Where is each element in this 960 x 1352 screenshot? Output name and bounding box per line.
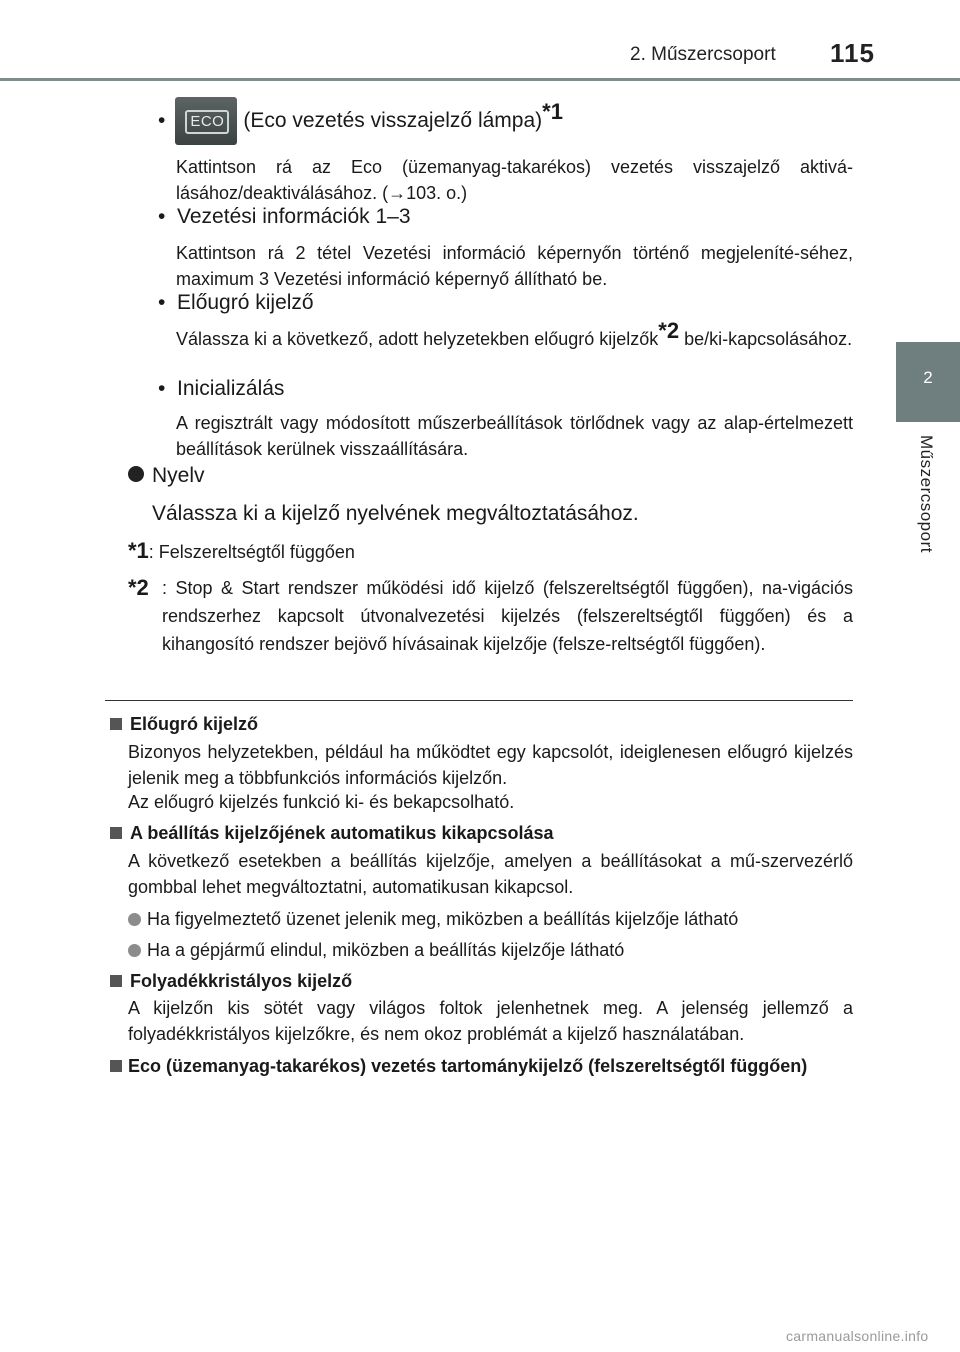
heading-text: Előugró kijelző <box>130 714 259 734</box>
footnote-mark: *1 <box>128 538 149 563</box>
footnote-ref: *2 <box>658 318 680 343</box>
popup-section-para2: Az előugró kijelzés funkció ki- és bekapcsolható. <box>128 792 515 812</box>
section-divider <box>105 700 853 701</box>
page-number: 115 <box>830 38 875 68</box>
item-drive-info <box>158 203 848 231</box>
bullet: • <box>158 205 166 228</box>
eco-range-heading <box>110 1053 853 1079</box>
drive-info-title: Vezetési információk 1–3 <box>177 205 411 228</box>
bullet: • <box>158 109 166 132</box>
watermark: carmanualsonline.info <box>786 1328 929 1344</box>
init-desc: A regisztrált vagy módosított műszerbeállítások törlődnek vagy az alap-értelmezett beállítások kerülnek visszaállítására. <box>176 413 853 459</box>
language-title: Nyelv <box>152 464 205 487</box>
chapter-tab-divider <box>893 342 895 422</box>
bullet-dot-icon <box>128 944 141 957</box>
auto-off-bullet-1 <box>128 906 853 932</box>
popup-desc-pre: Válassza ki a következő, adott helyzetekben előugró kijelzők <box>176 329 659 349</box>
eco-icon-label: ECO <box>185 110 229 134</box>
popup-desc-post: be/ki-kapcsolásához. <box>679 329 853 349</box>
eco-item-title: (Eco vezetés visszajelző lámpa) <box>243 109 543 132</box>
eco-indicator-icon <box>175 97 237 145</box>
bullet-text: Ha a gépjármű elindul, miközben a beállítás kijelzője látható <box>147 940 625 960</box>
footnote-text: : Stop & Start rendszer működési idő kijelző (felszereltségtől függően), na-vigációs rendszerhez kapcsolt útvonalvezetési kijelzés (felszereltségtől függően) és a kihangosító rendszer bejövő hívásainak kijelzője (felsze-reltségtől függően). <box>162 578 853 654</box>
square-bullet-icon <box>110 1060 122 1072</box>
init-title: Inicializálás <box>177 377 285 400</box>
popup-desc <box>176 318 853 352</box>
item-eco <box>158 96 858 146</box>
chapter-tab <box>896 342 960 422</box>
item-init <box>158 375 848 403</box>
auto-off-heading <box>110 820 850 846</box>
eco-item-desc: Kattintson rá az Eco (üzemanyag-takarékos) vezetés visszajelző aktivá-lásához/deaktiválásához. (→103. o.) <box>176 157 853 203</box>
popup-title: Előugró kijelző <box>177 291 314 314</box>
square-bullet-icon <box>110 827 122 839</box>
chapter-number: 2 <box>923 368 933 387</box>
heading-text: A beállítás kijelzőjének automatikus kikapcsolása <box>130 823 554 843</box>
auto-off-para: A következő esetekben a beállítás kijelzője, amelyen a beállításokat a mű-szervezérlő gombbal lehet megváltoztatni, automatikusan kikapcsol. <box>128 851 853 897</box>
heading-text: Folyadékkristályos kijelző <box>130 971 353 991</box>
footnote-text: : Felszereltségtől függően <box>148 542 355 562</box>
chapter-label: Műszercsoport <box>917 435 936 553</box>
square-bullet-icon <box>110 718 122 730</box>
lcd-heading <box>110 968 850 994</box>
drive-info-desc: Kattintson rá 2 tétel Vezetési információ képernyőn történő megjeleníté-séhez, maximum 3 Vezetési információ képernyő állítható be. <box>176 243 853 289</box>
popup-section-heading <box>110 711 850 737</box>
bullet: • <box>158 377 166 400</box>
bullet: • <box>158 291 166 314</box>
footnote-1 <box>128 538 853 565</box>
square-bullet-icon <box>110 975 122 987</box>
popup-section-para: Bizonyos helyzetekben, például ha működtet egy kapcsolót, ideiglenesen előugró kijelzés jelenik meg a többfunkciós információs kijelzőn. <box>128 742 853 788</box>
section-title: 2. Műszercsoport <box>630 44 776 65</box>
bullet-text: Ha figyelmeztető üzenet jelenik meg, miközben a beállítás kijelzője látható <box>147 909 739 929</box>
header-divider <box>0 78 960 81</box>
heading-text: Eco (üzemanyag-takarékos) vezetés tartománykijelző (felszereltségtől függően) <box>128 1056 808 1076</box>
auto-off-bullet-2 <box>128 937 853 963</box>
bullet-dot-icon <box>128 466 144 482</box>
bullet-dot-icon <box>128 913 141 926</box>
language-desc: Válassza ki a kijelző nyelvének megváltoztatásához. <box>152 502 639 525</box>
footnote-mark: *2 <box>128 575 149 600</box>
footnote-ref: *1 <box>542 99 563 124</box>
item-popup <box>158 289 848 317</box>
lcd-para: A kijelzőn kis sötét vagy világos foltok jelenhetnek meg. A jelenség jellemző a folyadékkristályos kijelzőkre, és nem okoz problémát a kijelző használatában. <box>128 998 853 1044</box>
footnote-2 <box>128 574 853 658</box>
item-language <box>128 462 828 490</box>
